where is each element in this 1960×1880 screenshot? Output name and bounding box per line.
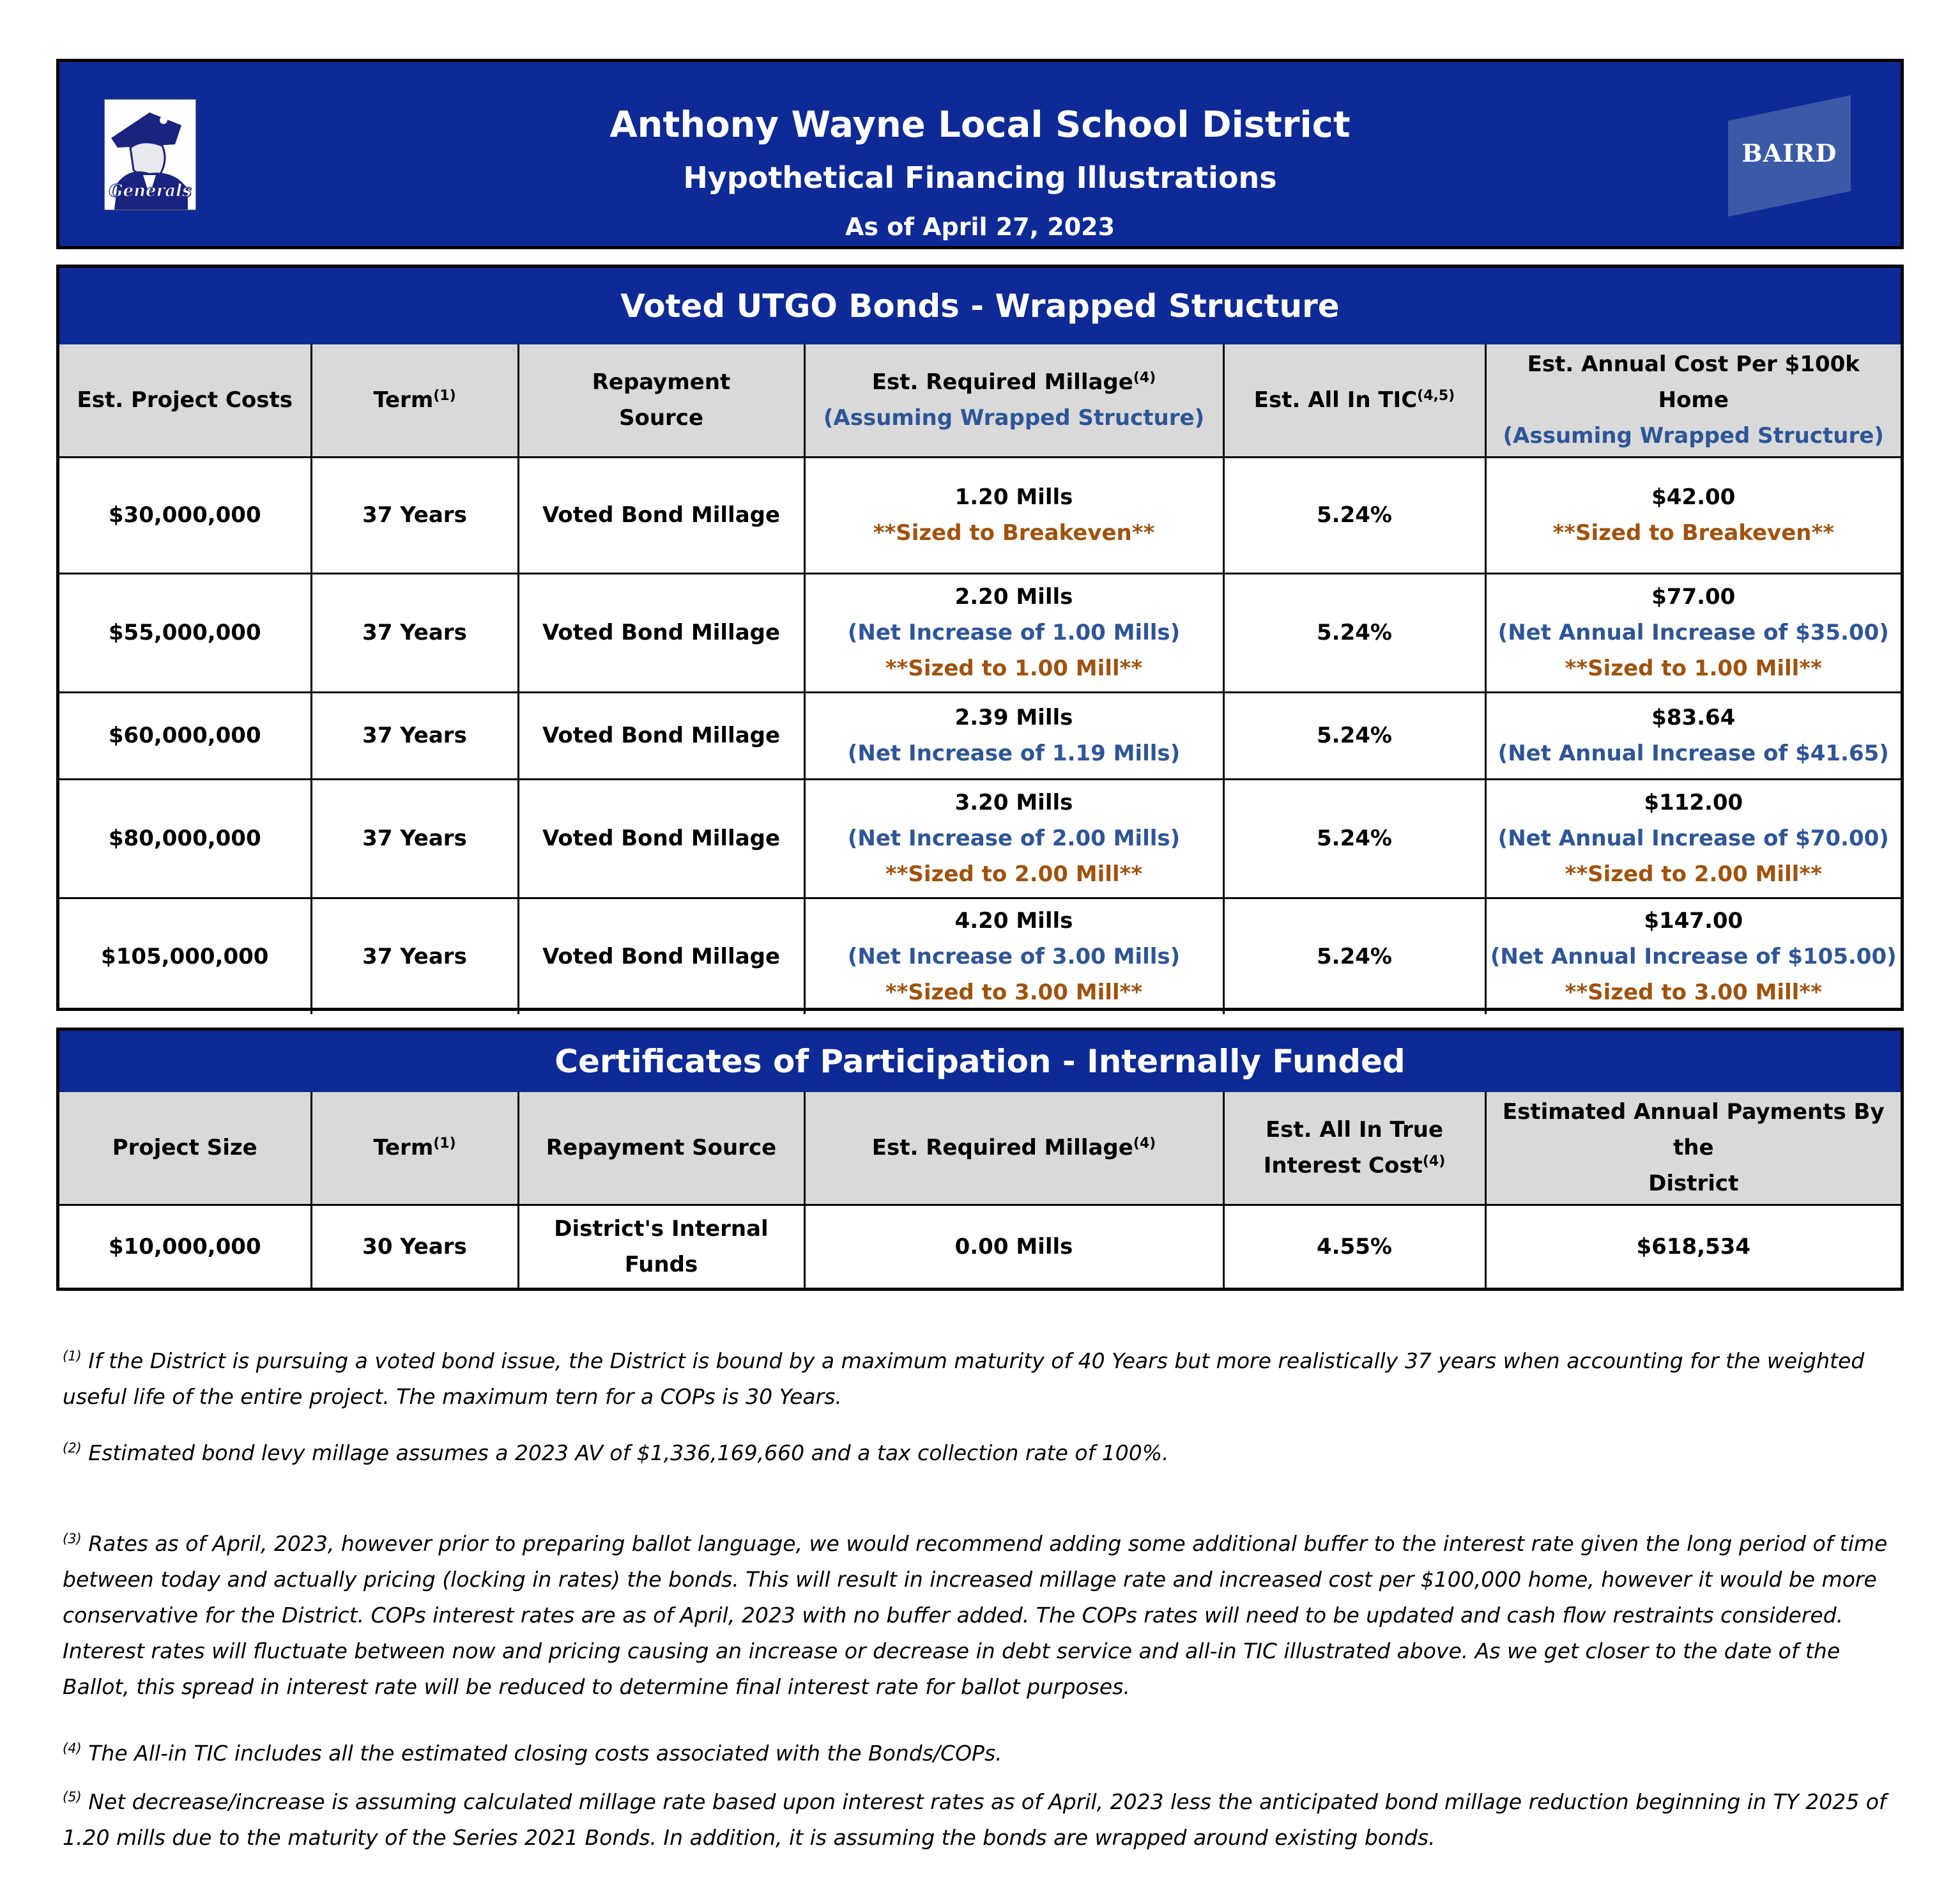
- header-banner: [56, 59, 1904, 249]
- cell-home-cost: $42.00 **Sized to Breakeven**: [1485, 457, 1901, 573]
- utgo-section-title: Voted UTGO Bonds - Wrapped Structure: [59, 268, 1901, 344]
- col-header-tic: Est. All In TIC$^{(4,5)}$: [1223, 344, 1485, 457]
- cell-millage: 2.20 Mills (Net Increase of 1.00 Mills) **Sized to 1.00 Mill**: [804, 573, 1223, 692]
- cell-millage: 0.00 Mills: [804, 1205, 1223, 1288]
- utgo-bonds-section: [56, 265, 1904, 1011]
- utgo-table: [59, 344, 1901, 1014]
- table-row: [59, 779, 1901, 898]
- cell-millage: 4.20 Mills (Net Increase of 3.00 Mills) **Sized to 3.00 Mill**: [804, 898, 1223, 1014]
- cell-tic: 5.24%: [1223, 573, 1485, 692]
- col-header-annual-payments: Estimated Annual Payments By the District: [1485, 1092, 1901, 1205]
- cell-source: District's Internal Funds: [518, 1205, 804, 1288]
- cell-tic: 5.24%: [1223, 779, 1485, 898]
- cell-tic: 4.55%: [1223, 1205, 1485, 1288]
- cell-project-cost: $105,000,000: [59, 898, 311, 1014]
- cell-tic: 5.24%: [1223, 692, 1485, 779]
- cell-project-cost: $55,000,000: [59, 573, 311, 692]
- cell-tic: 5.24%: [1223, 898, 1485, 1014]
- cell-source: Voted Bond Millage: [518, 898, 804, 1014]
- footnote-4: $^{(4)}$ The All-in TIC includes all the estimated closing costs associated with the Bonds/COPs.: [63, 1741, 1002, 1766]
- footnote-5: $^{(5)}$ Net decrease/increase is assuming calculated millage rate based upon interest rates as of April, 2023 less the anticipated bond millage reduction beginning in TY 2025 of 1.20 mills due to the maturity of the Series 2021 Bonds. In addition, it is assuming the bonds are wrapped around existing bonds.: [63, 1789, 1887, 1850]
- cell-payments: $618,534: [1485, 1205, 1901, 1288]
- cell-home-cost: $112.00 (Net Annual Increase of $70.00) **Sized to 2.00 Mill**: [1485, 779, 1901, 898]
- cell-project-cost: $30,000,000: [59, 457, 311, 573]
- cell-term: 37 Years: [311, 898, 518, 1014]
- cell-project-cost: $60,000,000: [59, 692, 311, 779]
- col-header-repayment-source: Repayment Source: [518, 1092, 804, 1205]
- cell-millage: 1.20 Mills **Sized to Breakeven**: [804, 457, 1223, 573]
- cell-home-cost: $147.00 (Net Annual Increase of $105.00) **Sized to 3.00 Mill**: [1485, 898, 1901, 1014]
- cop-section: [56, 1028, 1904, 1291]
- page-title: Anthony Wayne Local School District: [609, 104, 1351, 146]
- cell-source: Voted Bond Millage: [518, 692, 804, 779]
- page-subtitle: Hypothetical Financing Illustrations: [683, 160, 1277, 195]
- col-header-project-costs: Est. Project Costs: [59, 344, 311, 457]
- table-row: [59, 898, 1901, 1014]
- utgo-header-row: [59, 344, 1901, 457]
- as-of-date: As of April 27, 2023: [845, 213, 1115, 241]
- table-row: [59, 692, 1901, 779]
- cell-term: 37 Years: [311, 779, 518, 898]
- cell-source: Voted Bond Millage: [518, 573, 804, 692]
- cop-header-row: [59, 1092, 1901, 1205]
- footnote-3: $^{(3)}$ Rates as of April, 2023, however prior to preparing ballot language, we would recommend adding some additional buffer to the interest rate given the long period of time between today and actually pricing (locking in rates) the bonds. This will result in increased millage rate and increased cost per $100,000 home, however it would be more conservative for the District. COPs interest rates are as of April, 2023 with no buffer added. The COPs rates will need to be updated and cash flow restraints considered. Interest rates will fluctuate between now and pricing causing an increase or decrease in debt service and all-in TIC illustrated above. As we get closer to the date of the Ballot, this spread in interest rate will be reduced to determine final interest rate for ballot purposes.: [63, 1531, 1888, 1699]
- cell-home-cost: $83.64 (Net Annual Increase of $41.65): [1485, 692, 1901, 779]
- cell-term: 37 Years: [311, 573, 518, 692]
- cell-home-cost: $77.00 (Net Annual Increase of $35.00) **Sized to 1.00 Mill**: [1485, 573, 1901, 692]
- col-header-millage: Est. Required Millage$^{(4)}$ (Assuming Wrapped Structure): [804, 344, 1223, 457]
- cell-project-size: $10,000,000: [59, 1205, 311, 1288]
- footnote-1: $^{(1)}$ If the District is pursuing a voted bond issue, the District is bound by a maximum maturity of 40 Years but more realistically 37 years when accounting for the weighted useful life of the entire project. The maximum tern for a COPs is 30 Years.: [63, 1348, 1865, 1409]
- col-header-term: Term$^{(1)}$: [311, 1092, 518, 1205]
- col-header-annual-cost: Est. Annual Cost Per $100k Home (Assuming Wrapped Structure): [1485, 344, 1901, 457]
- cell-source: Voted Bond Millage: [518, 779, 804, 898]
- cell-tic: 5.24%: [1223, 457, 1485, 573]
- col-header-term: Term$^{(1)}$: [311, 344, 518, 457]
- col-header-project-size: Project Size: [59, 1092, 311, 1205]
- logo-text: Generals: [109, 181, 192, 201]
- cell-source: Voted Bond Millage: [518, 457, 804, 573]
- cop-section-title: Certificates of Participation - Internally Funded: [59, 1031, 1901, 1092]
- cell-term: 37 Years: [311, 692, 518, 779]
- table-row: [59, 457, 1901, 573]
- col-header-tic: Est. All In True Interest Cost$^{(4)}$: [1223, 1092, 1485, 1205]
- cell-project-cost: $80,000,000: [59, 779, 311, 898]
- cop-table: [59, 1092, 1901, 1288]
- cell-term: 37 Years: [311, 457, 518, 573]
- baird-logo-text: BAIRD: [1742, 139, 1837, 167]
- col-header-millage: Est. Required Millage$^{(4)}$: [804, 1092, 1223, 1205]
- cell-millage: 3.20 Mills (Net Increase of 2.00 Mills) **Sized to 2.00 Mill**: [804, 779, 1223, 898]
- table-row: [59, 1205, 1901, 1288]
- cell-millage: 2.39 Mills (Net Increase of 1.19 Mills): [804, 692, 1223, 779]
- col-header-repayment-source: Repayment Source: [518, 344, 804, 457]
- cell-term: 30 Years: [311, 1205, 518, 1288]
- baird-logo: [1728, 95, 1851, 217]
- table-row: [59, 573, 1901, 692]
- footnote-2: $^{(2)}$ Estimated bond levy millage assumes a 2023 AV of $1,336,169,660 and a tax collection rate of 100%.: [63, 1440, 1169, 1465]
